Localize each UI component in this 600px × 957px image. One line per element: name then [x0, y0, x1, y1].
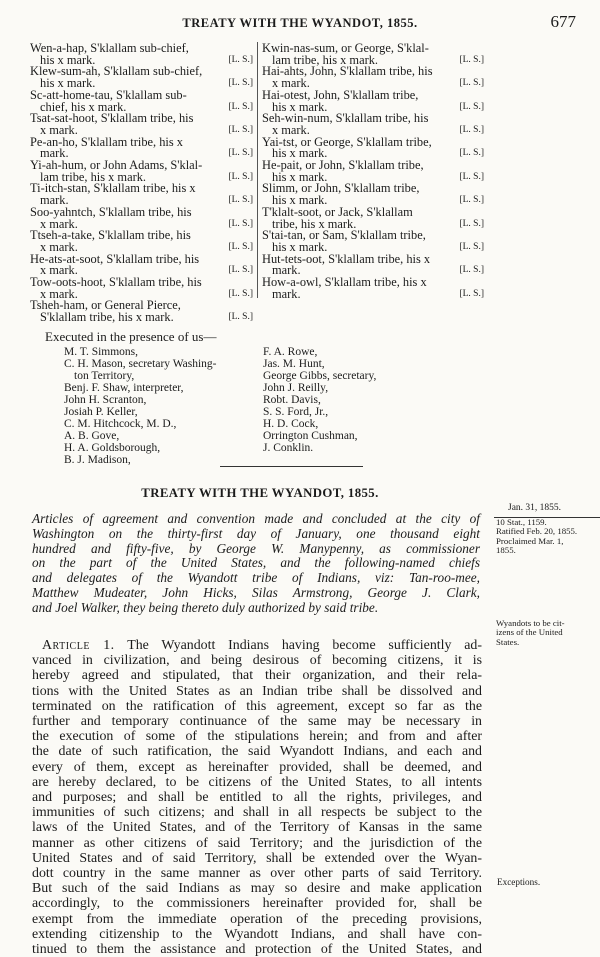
signatory-entry	[30, 134, 253, 161]
signatory-name: Soo-yahntch, S'klallam tribe, his	[30, 204, 192, 219]
signatory-entry	[30, 277, 253, 300]
preamble-line: on the part of the United States, and the following-named chiefs	[32, 555, 480, 571]
seal-mark: [L. S.]	[459, 54, 484, 65]
signatory-entry	[262, 87, 484, 114]
witness-name: Josiah P. Keller,	[64, 406, 138, 419]
seal-mark: [L. S.]	[459, 265, 484, 276]
signatory-name: Ttseh-a-take, S'klallam tribe, his	[30, 228, 191, 243]
witness-name: John H. Scranton,	[64, 394, 147, 407]
article-first-line	[32, 638, 482, 653]
article-line: immunities of such citizens; and shall in all respects be subject to the	[32, 805, 482, 821]
witness-name: H. A. Goldsborough,	[64, 442, 161, 455]
treaty-title: TREATY WITH THE WYANDOT, 1855.	[141, 486, 379, 500]
signatory-name: Kwin-nas-sum, or George, S'klal-	[262, 41, 429, 55]
witness-name: Jas. M. Hunt,	[263, 358, 325, 371]
witness-name: C. M. Hitchcock, M. D.,	[64, 418, 177, 431]
seal-mark: [L. S.]	[228, 101, 253, 112]
signatory-entry	[262, 230, 484, 253]
seal-mark: [L. S.]	[459, 78, 484, 89]
seal-mark: [L. S.]	[459, 218, 484, 229]
witness-name: M. T. Simmons,	[64, 346, 139, 358]
signatory-mark: mark.	[40, 146, 69, 161]
margin-citation-line: Ratified Feb. 20, 1855.	[496, 526, 578, 537]
margin-note-wyandots	[496, 619, 600, 647]
witness-intro: Executed in the presence of us—	[45, 329, 217, 344]
article-line: extending citizenship to the Wyandott Indians, and shall have con-	[32, 926, 482, 942]
preamble-line: Washington on the thirty-first day of January, one thousand eight	[32, 525, 480, 541]
signatory-mark: his x mark.	[40, 52, 96, 67]
seal-mark: [L. S.]	[228, 265, 253, 276]
signatory-mark: x mark.	[272, 122, 310, 137]
witness-name: B. J. Madison,	[64, 454, 131, 467]
preamble	[32, 512, 480, 616]
signatory-mark: mark.	[40, 193, 69, 208]
article-label: Article 1.	[42, 638, 115, 653]
signatory-name: He-ats-at-soot, S'klallam tribe, his	[30, 251, 200, 266]
preamble-line: hundred and fifty-five, by George W. Manypenny, as commissioner	[32, 540, 480, 556]
article-line: dott country in the same manner as over other parts of said Territory.	[32, 866, 482, 882]
article-line: accordingly, to the commissioners hereinafter provided for, shall be	[32, 896, 482, 912]
witness-name: Orrington Cushman,	[263, 430, 358, 443]
signatories-right-column	[262, 43, 484, 300]
signatory-entry	[30, 87, 253, 114]
signatory-entry	[30, 204, 253, 231]
signatory-mark: his x mark.	[272, 169, 328, 184]
signatory-mark: his x mark.	[272, 146, 328, 161]
witness-name: A. B. Gove,	[64, 430, 120, 443]
article-line: hereby agreed and stipulated, that their organization, and their rela-	[32, 668, 482, 684]
signatory-mark: x mark.	[40, 286, 78, 301]
margin-note-line: States.	[496, 636, 520, 647]
article-line: are hereby declared, to be citizens of the United States, to all intents	[32, 774, 482, 790]
article-line: vanced in civilization, and being desirous of becoming citizens, it is	[32, 653, 482, 669]
margin-citation-line: Proclaimed Mar. 1,	[496, 535, 564, 546]
article-line: laws of the United States, and of the Territory of Kansas in the same	[32, 820, 482, 836]
witnesses-left-column	[64, 346, 264, 466]
signatory-mark: his x mark.	[272, 99, 328, 114]
signatory-mark: mark.	[272, 286, 301, 301]
witness-name: S. S. Ford, Jr.,	[263, 406, 329, 419]
witness-name: Benj. F. Shaw, interpreter,	[64, 382, 184, 395]
signatory-entry	[262, 113, 484, 136]
article-first-line-text: The Wyandott Indians having become sufficiently ad-	[127, 638, 482, 653]
signatory-mark: x mark.	[272, 76, 310, 91]
signatory-entry	[30, 230, 253, 253]
signatory-entry	[30, 43, 253, 66]
signatory-mark: x mark.	[40, 263, 78, 278]
margin-citation-line: 1855.	[496, 545, 516, 556]
article-line: the date of such ratification, the said Wyandott Indians, and each and	[32, 744, 482, 760]
seal-mark: [L. S.]	[459, 241, 484, 252]
signatory-mark: his x mark.	[40, 76, 96, 91]
article-line: the execution of some of the stipulations herein; and from and after	[32, 729, 482, 745]
signatory-name: Tsheh-ham, or General Pierce,	[30, 298, 181, 313]
signatory-mark: S'klallam tribe, his x mark.	[40, 310, 174, 325]
seal-mark: [L. S.]	[228, 171, 253, 182]
signatory-entry	[262, 134, 484, 161]
running-header-title: TREATY WITH THE WYANDOT, 1855.	[182, 16, 418, 30]
signatory-name: Tsat-sat-hoot, S'klallam tribe, his	[30, 111, 194, 126]
signatory-name: Slimm, or John, S'klallam tribe,	[262, 181, 420, 196]
seal-mark: [L. S.]	[228, 218, 253, 229]
witness-name: H. D. Cock,	[263, 418, 319, 431]
signatory-entry	[262, 204, 484, 231]
margin-citation-line: 10 Stat., 1159.	[496, 517, 547, 527]
preamble-line: Articles of agreement and convention made and concluded at the city of	[32, 511, 480, 526]
signatory-entry	[30, 183, 253, 206]
column-divider	[257, 42, 258, 298]
signatory-entry	[262, 160, 484, 183]
seal-mark: [L. S.]	[228, 312, 253, 323]
witnesses-right-column	[263, 346, 463, 454]
signatory-name: T'klalt-soot, or Jack, S'klallam	[262, 204, 413, 219]
signatory-entry	[30, 113, 253, 136]
signatory-name: How-a-owl, S'klallam tribe, his x	[262, 275, 427, 290]
margin-citation	[496, 518, 600, 556]
margin-note-exceptions: Exceptions.	[497, 877, 541, 887]
signatory-entry	[262, 183, 484, 206]
signatory-entry	[30, 160, 253, 183]
article-line: But such of the said Indians as may so desire and make application	[32, 881, 482, 897]
article-line: terminated on the ratification of this agreement, except so far as the	[32, 698, 482, 714]
seal-mark: [L. S.]	[228, 54, 253, 65]
signatory-name: Hai-ahts, John, S'klallam tribe, his	[262, 64, 433, 79]
witness-name: C. H. Mason, secretary Washing-	[64, 358, 217, 371]
seal-mark: [L. S.]	[228, 148, 253, 159]
signatory-name: Seh-win-num, S'klallam tribe, his	[262, 111, 429, 126]
signatory-name: Klew-sum-ah, S'klallam sub-chief,	[30, 64, 203, 79]
signatory-name: Wen-a-hap, S'klallam sub-chief,	[30, 41, 189, 55]
section-rule	[220, 466, 363, 467]
article-1-text	[32, 638, 482, 957]
signatory-name: Tow-oots-hoot, S'klallam tribe, his	[30, 275, 202, 290]
signatory-name: Sc-att-home-tau, S'klallam sub-	[30, 87, 187, 102]
article-line: exempt from the immediate operation of the preceding provisions,	[32, 911, 482, 927]
signatory-mark: x mark.	[40, 239, 78, 254]
witness-name: John J. Reilly,	[263, 382, 329, 395]
seal-mark: [L. S.]	[228, 195, 253, 206]
witness-name: George Gibbs, secretary,	[263, 370, 377, 383]
signatory-entry	[30, 300, 253, 323]
signatory-mark: x mark.	[40, 122, 78, 137]
preamble-line: and Joel Walker, they being thereto duly authorized by said tribe.	[32, 599, 379, 615]
seal-mark: [L. S.]	[459, 124, 484, 135]
signatory-mark: lam tribe, his x mark.	[40, 169, 146, 184]
article-line: tions with the United States as an Indian tribe shall be dissolved and	[32, 683, 482, 699]
article-line: tinued to them the assistance and protection of the United States, and	[32, 942, 482, 957]
seal-mark: [L. S.]	[228, 288, 253, 299]
signatory-mark: chief, his x mark.	[40, 99, 127, 114]
seal-mark: [L. S.]	[459, 195, 484, 206]
signatory-entry	[262, 66, 484, 89]
margin-note-line: izens of the United	[496, 627, 563, 638]
margin-date: Jan. 31, 1855.	[508, 503, 562, 513]
article-line: and purposes; and shall be entitled to all the rights, privileges, and	[32, 790, 482, 806]
seal-mark: [L. S.]	[228, 124, 253, 135]
signatory-mark: mark.	[272, 263, 301, 278]
signatory-mark: his x mark.	[272, 193, 328, 208]
signatory-mark: his x mark.	[272, 239, 328, 254]
article-line: every of them, except as hereinafter provided, shall be deemed, and	[32, 759, 482, 775]
signatory-entry	[262, 251, 484, 278]
seal-mark: [L. S.]	[228, 78, 253, 89]
signatory-mark: lam tribe, his x mark.	[272, 52, 378, 67]
seal-mark: [L. S.]	[459, 148, 484, 159]
page-number: 677	[550, 12, 576, 31]
signatories-left-column	[30, 43, 253, 324]
article-line: United States and of said Territory, shall be extended over the Wyan-	[32, 850, 482, 866]
signatory-name: Hai-otest, John, S'klallam tribe,	[262, 87, 419, 102]
article-line: manner as other citizens of said Territory; and the jurisdiction of the	[32, 835, 482, 851]
signatory-mark: x mark.	[40, 216, 78, 231]
signatory-entry	[262, 277, 484, 300]
signatory-entry	[262, 43, 484, 66]
signatory-name: S'tai-tan, or Sam, S'klallam tribe,	[262, 228, 426, 243]
signatory-entry	[30, 251, 253, 278]
preamble-line: and delegates of the Wyandott tribe of Indians, viz: Tan-roo-mee,	[32, 570, 480, 586]
signatory-name: Hut-tets-oot, S'klallam tribe, his x	[262, 251, 431, 266]
signatory-name: Yai-tst, or George, S'klallam tribe,	[262, 134, 432, 149]
witness-name: F. A. Rowe,	[263, 346, 318, 358]
margin-note-line: Wyandots to be cit-	[496, 618, 565, 628]
seal-mark: [L. S.]	[228, 241, 253, 252]
signatory-name: Ti-itch-stan, S'klallam tribe, his x	[30, 181, 196, 196]
signatory-mark: tribe, his x mark.	[272, 216, 357, 231]
seal-mark: [L. S.]	[459, 288, 484, 299]
witness-name: ton Territory,	[74, 370, 135, 383]
signatory-name: Pe-an-ho, S'klallam tribe, his x	[30, 134, 183, 149]
signatory-entry	[30, 66, 253, 89]
seal-mark: [L. S.]	[459, 171, 484, 182]
signatory-name: He-pait, or John, S'klallam tribe,	[262, 158, 424, 173]
witness-name: J. Conklin.	[263, 442, 314, 455]
preamble-line: Matthew Mudeater, John Hicks, Silas Armstrong, George J. Clark,	[32, 584, 480, 600]
signatory-name: Yi-ah-hum, or John Adams, S'klal-	[30, 158, 203, 173]
witness-name: Robt. Davis,	[263, 394, 321, 407]
seal-mark: [L. S.]	[459, 101, 484, 112]
article-line: further and temporary continuance of the same may be necessary in	[32, 714, 482, 730]
